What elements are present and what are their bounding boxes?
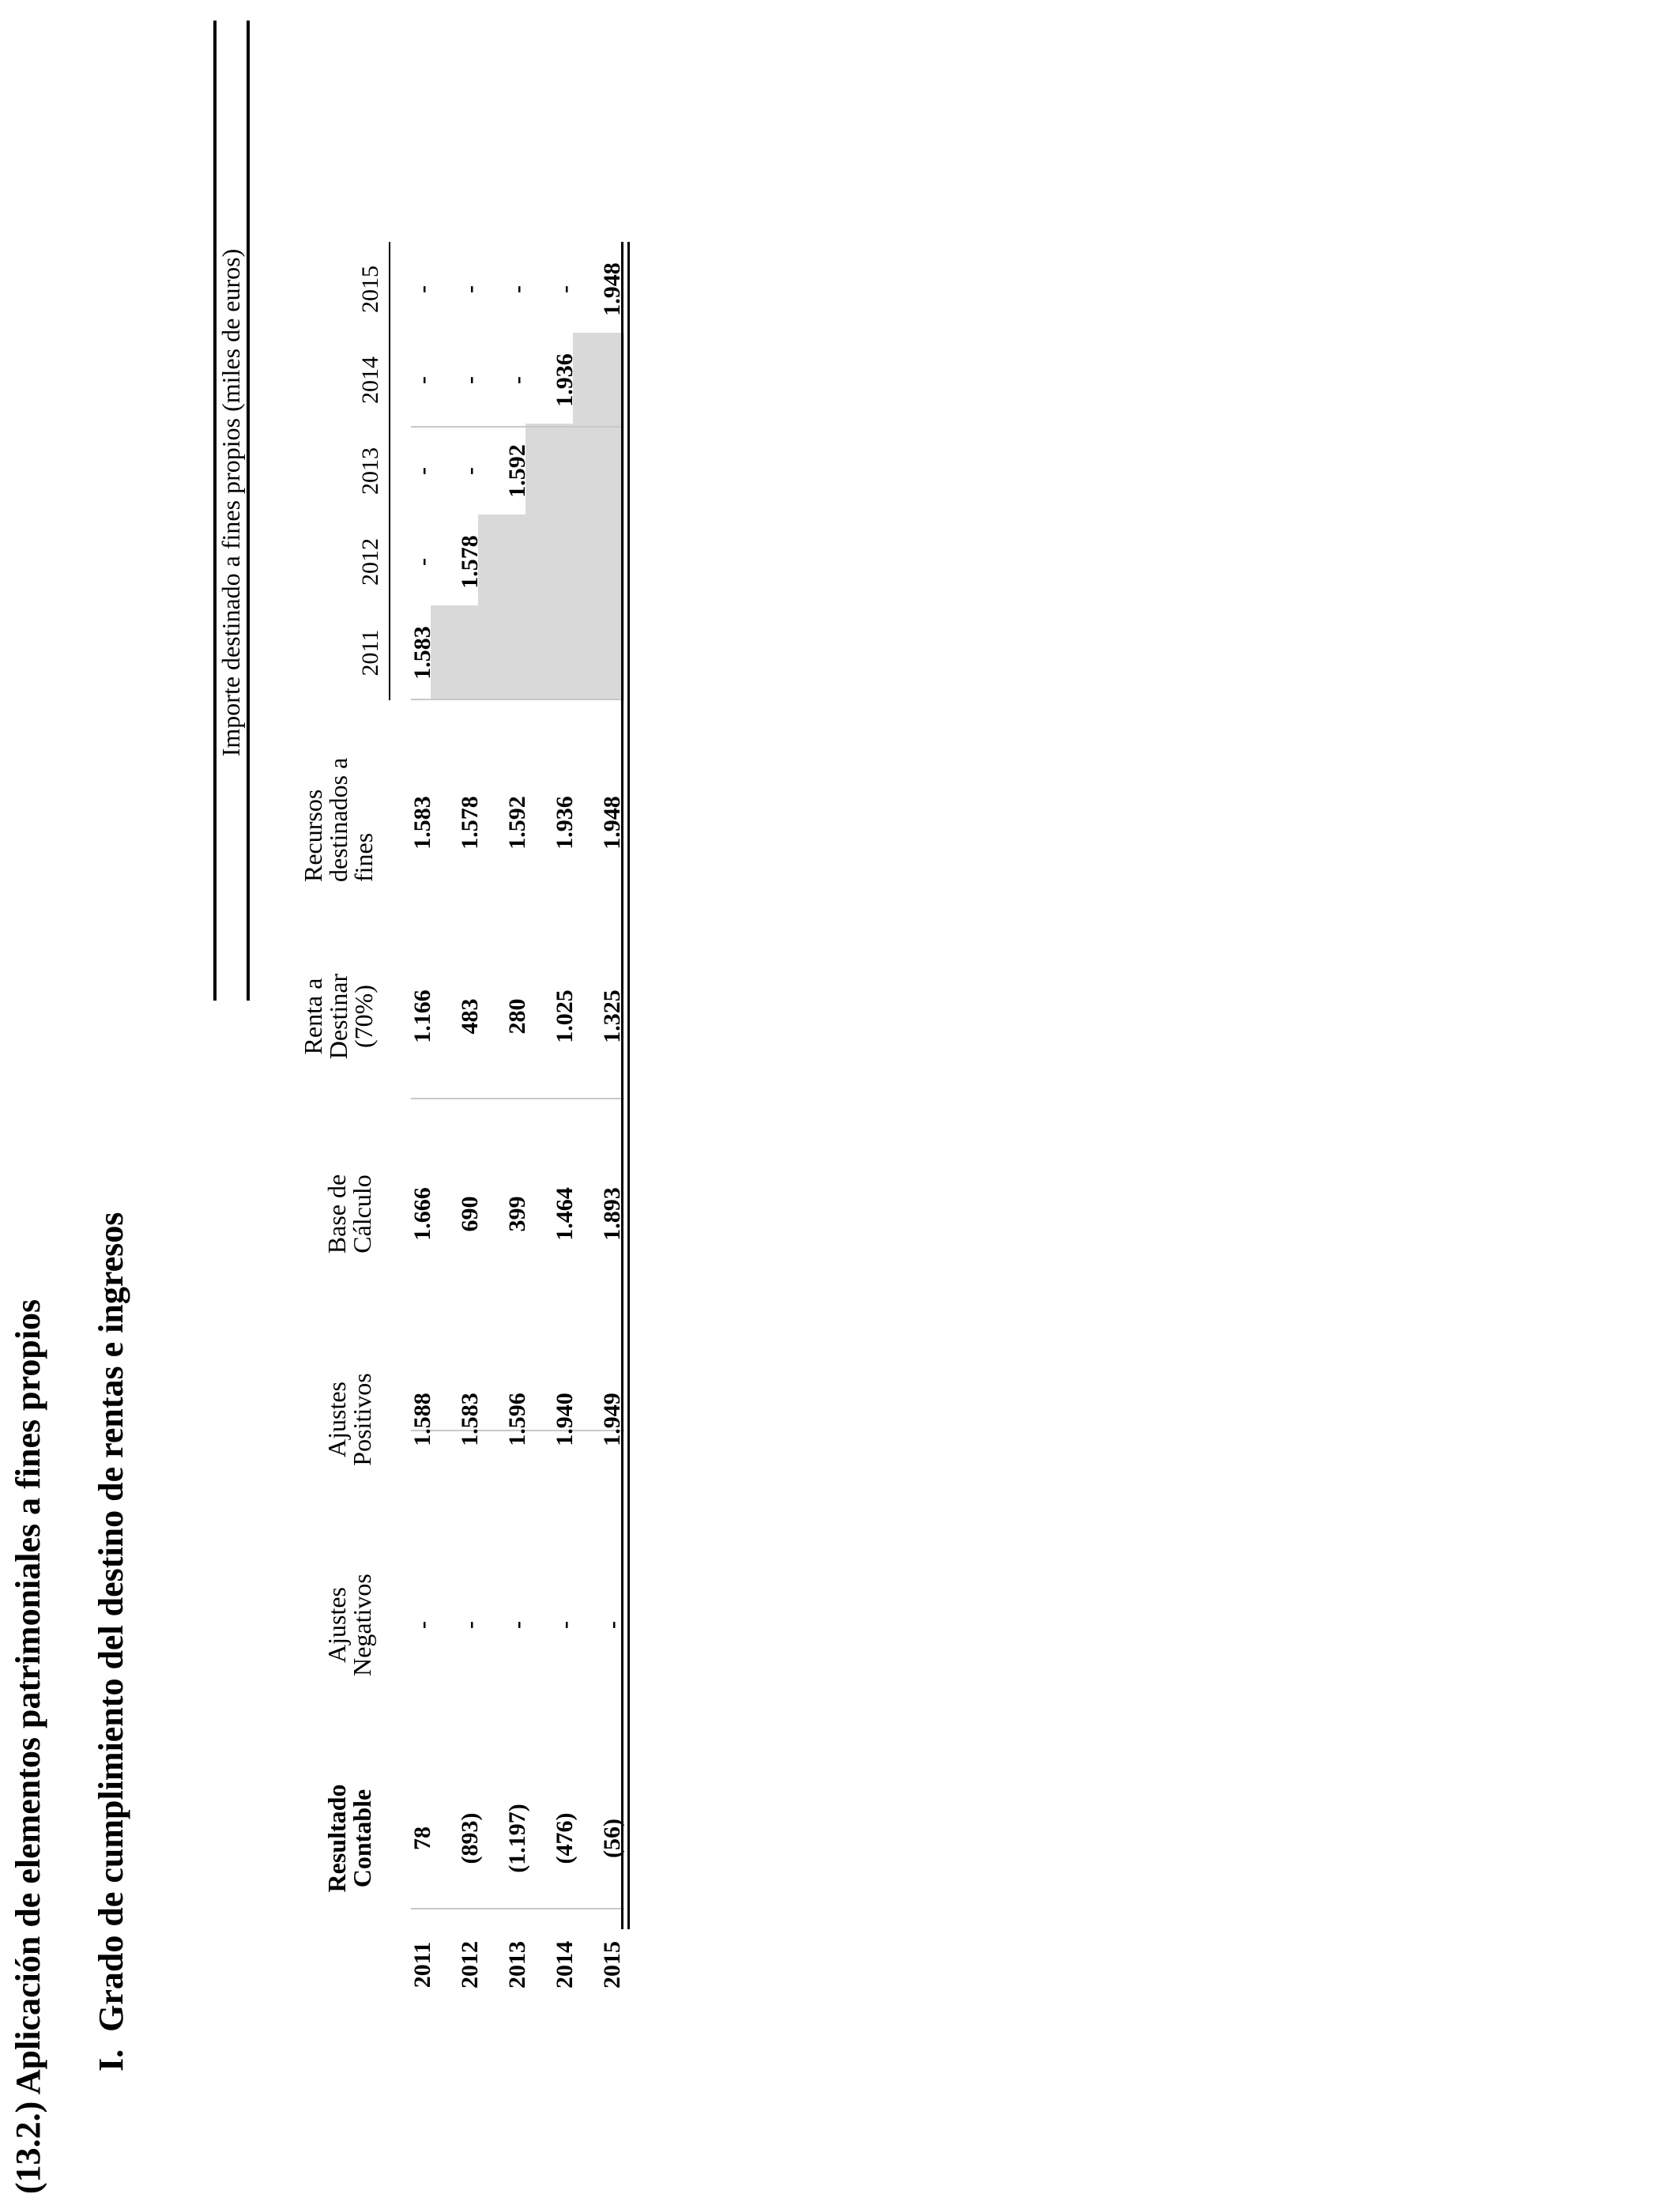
subyear-rule (389, 242, 390, 700)
cell-aj-neg: - (552, 1621, 578, 1629)
cell-renta: 1.325 (599, 990, 625, 1043)
col-sep-3 (411, 1098, 624, 1099)
cell-renta: 1.025 (552, 990, 578, 1043)
cell-resultado: (56) (599, 1819, 625, 1858)
cell-y2013: 1.592 (504, 444, 530, 498)
cell-aj-pos: 1.940 (552, 1393, 578, 1446)
cell-aj-pos: 1.583 (457, 1393, 483, 1446)
subheader-2013: 2013 (357, 447, 383, 495)
cell-base: 1.893 (599, 1187, 625, 1241)
cell-resultado: (476) (552, 1812, 578, 1864)
cell-recursos: 1.578 (457, 796, 483, 850)
header-resultado: Resultado Contable (322, 1784, 376, 1893)
cell-base: 1.464 (552, 1187, 578, 1241)
cell-renta: 280 (504, 998, 530, 1035)
cell-y2014: - (504, 376, 530, 384)
cell-recursos: 1.948 (599, 796, 625, 850)
cell-aj-pos: 1.588 (409, 1393, 435, 1446)
header-aj-neg: Ajustes Negativos (322, 1574, 376, 1676)
cell-y2013: - (409, 467, 435, 475)
cell-recursos: 1.592 (504, 796, 530, 850)
header-aj-pos: Ajustes Positivos (322, 1373, 376, 1466)
cell-recursos: 1.936 (552, 796, 578, 850)
cell-y2015: - (457, 285, 483, 293)
cell-resultado: 78 (409, 1826, 435, 1850)
shade-2014 (573, 333, 624, 428)
shade-2012 (478, 515, 624, 609)
row-year: 2011 (409, 1941, 435, 1989)
section-number: I. (92, 2049, 130, 2071)
col-sep-4 (411, 699, 624, 700)
cell-y2012: 1.578 (457, 535, 483, 589)
cell-y2014: - (457, 376, 483, 384)
cell-aj-pos: 1.596 (504, 1393, 530, 1446)
cell-recursos: 1.583 (409, 796, 435, 850)
row-year: 2015 (599, 1941, 625, 1989)
cell-y2015: - (552, 285, 578, 293)
cell-y2015: - (409, 285, 435, 293)
header-base: Base de Cálculo (322, 1174, 376, 1254)
bottom-rule-2 (627, 242, 630, 1929)
cell-resultado: (893) (457, 1812, 483, 1864)
section-heading (91, 1212, 131, 2071)
group-rule-top-2 (247, 21, 250, 1001)
row-year: 2014 (552, 1941, 578, 1989)
cell-y2015: - (504, 285, 530, 293)
cell-y2014: - (409, 376, 435, 384)
cell-aj-neg: - (457, 1621, 483, 1629)
cell-y2013: - (457, 467, 483, 475)
subheader-2012: 2012 (357, 538, 383, 586)
group-header: Importe destinado a fines propios (miles de euros) (217, 248, 245, 757)
subheader-2015: 2015 (357, 266, 383, 313)
cell-base: 690 (457, 1196, 483, 1232)
cell-aj-neg: - (504, 1621, 530, 1629)
cell-aj-neg: - (409, 1621, 435, 1629)
row-year: 2012 (457, 1941, 483, 1989)
cell-y2012: - (409, 558, 435, 566)
cell-renta: 1.166 (409, 990, 435, 1043)
page-title: (13.2.) Aplicación de elementos patrimoniales a fines propios (9, 1299, 47, 2194)
shade-2011 (431, 605, 624, 700)
cell-aj-neg: - (599, 1621, 625, 1629)
header-renta: Renta a Destinar (70%) (299, 973, 378, 1060)
cell-y2015: 1.948 (599, 262, 625, 316)
header-recursos: Recursos destinados a fines (299, 757, 378, 882)
cell-base: 1.666 (409, 1187, 435, 1241)
subheader-2011: 2011 (357, 629, 383, 677)
shade-2013 (525, 424, 624, 518)
cell-y2014: 1.936 (552, 353, 578, 407)
row-year: 2013 (504, 1941, 530, 1989)
cell-y2011: 1.583 (409, 626, 435, 680)
cell-resultado: (1.197) (504, 1804, 530, 1873)
subheader-2014: 2014 (357, 356, 383, 404)
cell-base: 399 (504, 1196, 530, 1232)
section-title: Grado de cumplimiento del destino de rentas e ingresos (92, 1212, 130, 2032)
cell-renta: 483 (457, 998, 483, 1035)
cell-aj-pos: 1.949 (599, 1393, 625, 1446)
